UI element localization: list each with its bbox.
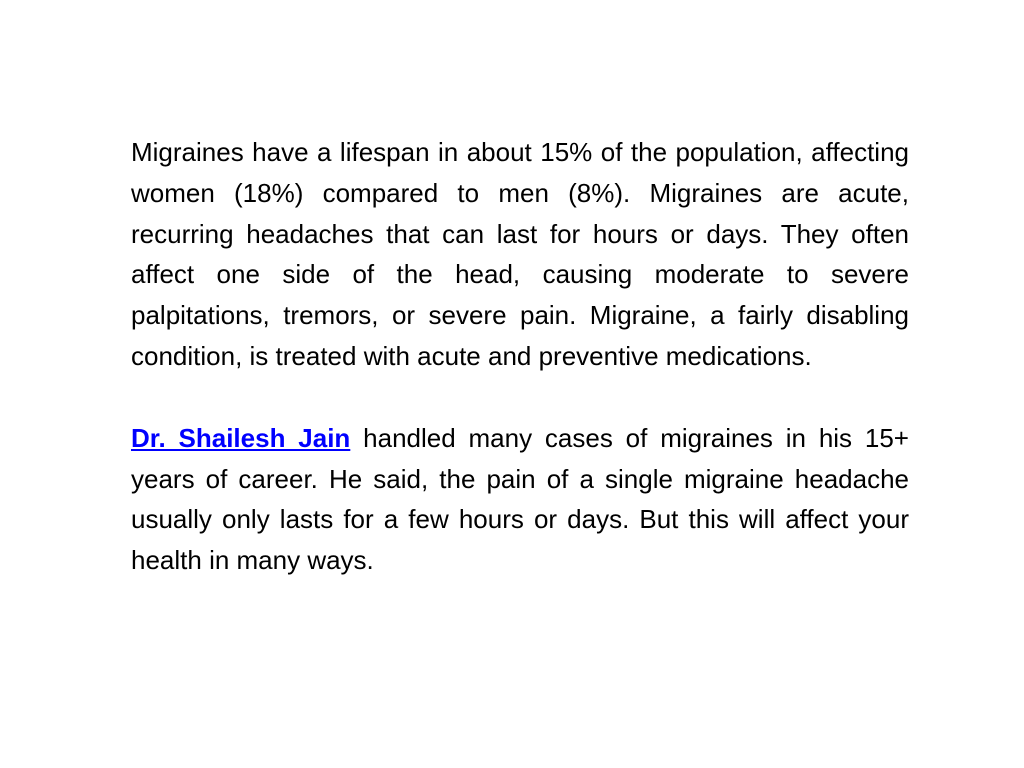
paragraph-doctor-quote [131, 418, 909, 581]
paragraph-doctor-quote-text: handled many cases of migraines in his 15+ years of career. He said, the pain of a single migraine headache usually only lasts for a few hours or days. But this will affect your health in many ways. [131, 422, 909, 576]
paragraph-migraine-overview: Migraines have a lifespan in about 15% of the population, affecting women (18%) compared to men (8%). Migraines are acute, recurring headaches that can last for hours or days. They often affect one side of the head, causing moderate to severe palpitations, tremors, or severe pain. Migraine, a fairly disabling condition, is treated with acute and preventive medications. [131, 137, 909, 371]
text-body [131, 132, 909, 581]
doctor-name-link[interactable]: Dr. Shailesh Jain [131, 422, 351, 453]
